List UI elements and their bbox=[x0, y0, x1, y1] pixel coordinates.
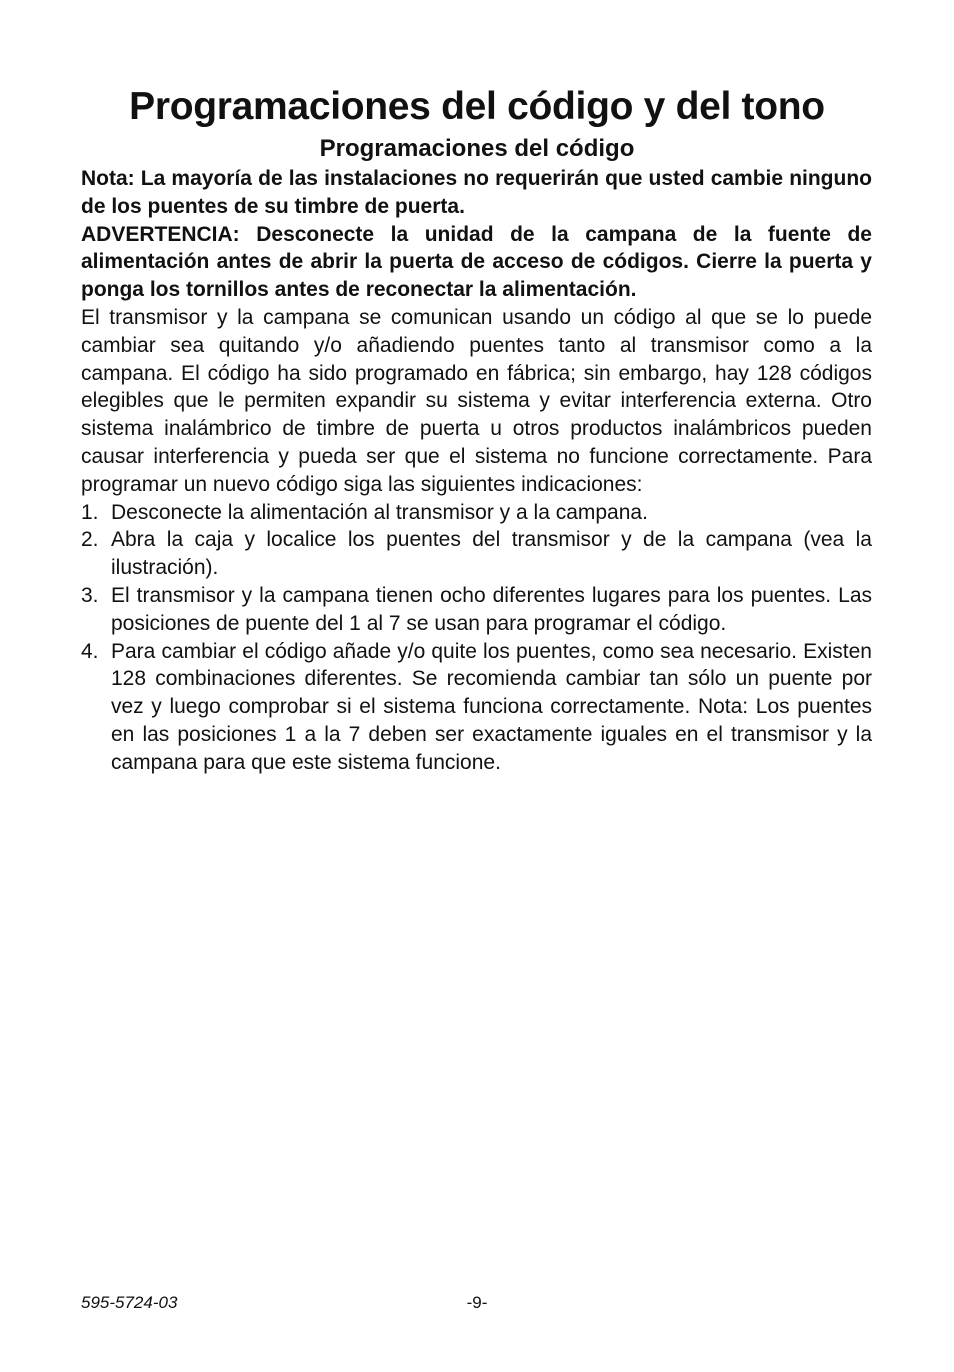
step-number: 4. bbox=[81, 639, 99, 663]
section-heading: Programaciones del código bbox=[319, 135, 635, 162]
list-item bbox=[81, 582, 872, 638]
list-item bbox=[81, 638, 872, 777]
step-text: Desconecte la alimentación al transmisor y a la campana. bbox=[111, 500, 648, 524]
warning-paragraph: ADVERTENCIA: Desconecte la unidad de la campana de la fuente de alimentación antes de abrir la puerta de acceso de códigos. Cierre la puerta y ponga los tornillos antes de reconectar la alimentación. bbox=[81, 222, 872, 302]
page-title: Programaciones del código y del tono bbox=[129, 85, 825, 128]
intro-paragraph: El transmisor y la campana se comunican usando un código al que se lo puede cambiar sea quitando y/o añadiendo puentes tanto al transmisor como a la campana. El código ha sido programado en fábrica; sin embargo, hay 128 códigos elegibles que le permiten expandir su sistema y evitar interferencia externa. Otro sistema inalámbrico de timbre de puerta u otros productos inalámbricos pueden causar interferencia y pueda ser que el sistema no funcione correctamente. Para programar un nuevo código siga las siguientes indicaciones: bbox=[81, 305, 872, 496]
list-item bbox=[81, 526, 872, 582]
step-text: Para cambiar el código añade y/o quite los puentes, como sea necesario. Existen 128 combinaciones diferentes. Se recomienda cambiar tan sólo un puente por vez y luego comprobar si el sistema funciona correctamente. Nota: Los puentes en las posiciones 1 a la 7 deben ser exactamente iguales en el transmisor y la campana para que este sistema funcione. bbox=[111, 639, 872, 774]
steps-list bbox=[81, 499, 872, 777]
document-code: 595-5724-03 bbox=[81, 1293, 178, 1312]
list-item bbox=[81, 499, 872, 527]
note-paragraph: Nota: La mayoría de las instalaciones no requerirán que usted cambie ninguno de los puentes de su timbre de puerta. bbox=[81, 167, 872, 218]
step-number: 3. bbox=[81, 583, 99, 607]
body-content bbox=[81, 165, 872, 777]
page-number: -9- bbox=[466, 1293, 488, 1312]
step-number: 1. bbox=[81, 500, 99, 524]
step-text: Abra la caja y localice los puentes del transmisor y de la campana (vea la ilustración). bbox=[111, 528, 872, 580]
step-text: El transmisor y la campana tienen ocho diferentes lugares para los puentes. Las posiciones de puente del 1 al 7 se usan para programar el código. bbox=[111, 583, 872, 635]
step-number: 2. bbox=[81, 528, 99, 552]
